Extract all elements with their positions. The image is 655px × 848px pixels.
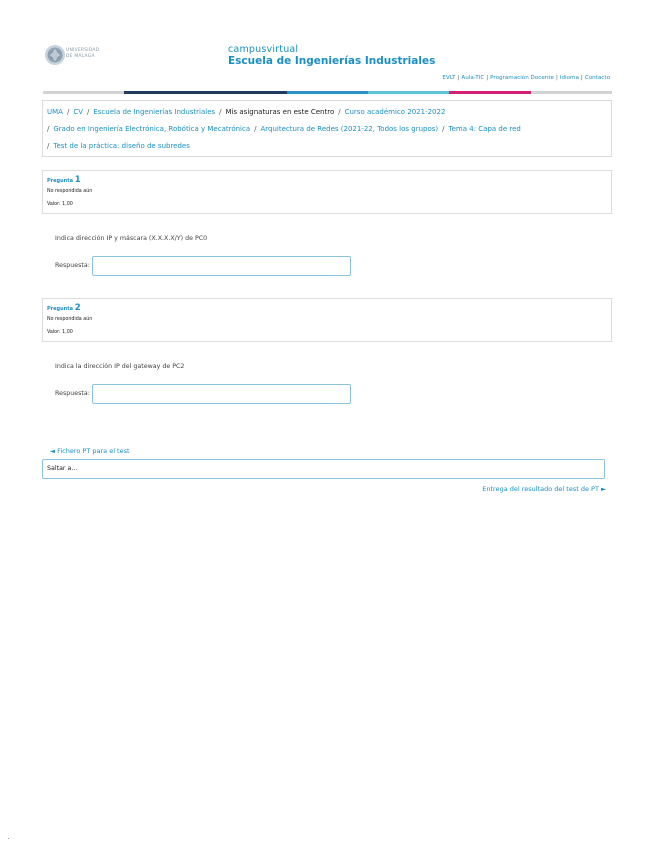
top-link-idioma[interactable]: Idioma [559, 75, 579, 81]
top-link-aula-tic[interactable]: Aula-TIC [461, 75, 485, 81]
breadcrumb: UMA / CV / Escuela de Ingenierías Industriales / Mis asignaturas en este Centro / Curso académico 2021-2022 / Grado en Ingeniería Electrónica, Robótica y Mecatrónica / Arquitectura de Redes (2021-22, Todos los grupos) / Tema 4: Capa de red / Test de la práctica: diseño de subredes [42, 100, 612, 157]
breadcrumb-test[interactable]: Test de la práctica: diseño de subredes [53, 142, 190, 150]
color-bar-segment [531, 91, 612, 94]
color-bar [43, 91, 612, 94]
question-1-number: Pregunta 1 [47, 175, 81, 185]
question-2-info [42, 298, 612, 342]
question-2-number: Pregunta 2 [47, 303, 81, 313]
color-bar-segment [368, 91, 449, 94]
question-1-answer-label: Respuesta: [55, 262, 90, 269]
breadcrumb-curso[interactable]: Curso académico 2021-2022 [344, 108, 446, 116]
question-2-state: No respondida aún [47, 317, 93, 322]
site-subtitle: campusvirtual [228, 44, 299, 55]
next-activity-link[interactable]: Entrega del resultado del test de PT ► [482, 485, 606, 493]
question-1-text: Indica dirección IP y máscara (X.X.X.X/Y) de PC0 [55, 235, 208, 242]
top-link-contacto[interactable]: Contacto [584, 75, 610, 81]
top-links: EVLT | Aula-TIC | Programación Docente | Idioma | Contacto [442, 75, 610, 81]
breadcrumb-grado[interactable]: Grado en Ingeniería Electrónica, Robótica y Mecatrónica [53, 125, 251, 133]
site-name: Escuela de Ingenierías Industriales [228, 55, 436, 67]
stray-dot [8, 838, 9, 839]
color-bar-segment [449, 91, 530, 94]
previous-activity-link[interactable]: ◄ Fichero PT para el test [50, 447, 130, 455]
breadcrumb-escuela[interactable]: Escuela de Ingenierías Industriales [93, 108, 216, 116]
breadcrumb-tema[interactable]: Tema 4: Capa de red [448, 125, 521, 133]
question-1-grade: Valor: 1,00 [47, 202, 73, 207]
site-title[interactable] [228, 44, 435, 67]
question-2-grade: Valor: 1,00 [47, 330, 73, 335]
top-link-evlt[interactable]: EVLT [442, 75, 456, 81]
question-2-answer-label: Respuesta: [55, 390, 90, 397]
color-bar-segment [124, 91, 205, 94]
breadcrumb-uma[interactable]: UMA [47, 108, 63, 116]
question-1-answer-input[interactable] [92, 256, 351, 276]
top-link-programacion-docente[interactable]: Programación Docente [490, 75, 554, 81]
question-2-text: Indica la dirección IP del gateway de PC2 [55, 363, 185, 370]
question-1-state: No respondida aún [47, 189, 93, 194]
university-emblem-icon [43, 43, 67, 67]
color-bar-segment [206, 91, 287, 94]
question-2-answer-input[interactable] [92, 384, 351, 404]
logo-text: UNIVERSIDAD DE MÁLAGA [66, 48, 100, 59]
breadcrumb-asignatura[interactable]: Arquitectura de Redes (2021-22, Todos los grupos) [260, 125, 439, 133]
jump-to-select[interactable]: Saltar a... [42, 459, 605, 479]
color-bar-segment [43, 91, 124, 94]
color-bar-segment [287, 91, 368, 94]
university-logo[interactable] [43, 43, 103, 67]
breadcrumb-cv[interactable]: CV [73, 108, 83, 116]
question-1-info [42, 170, 612, 214]
breadcrumb-mis-asignaturas: Mis asignaturas en este Centro [225, 108, 335, 116]
